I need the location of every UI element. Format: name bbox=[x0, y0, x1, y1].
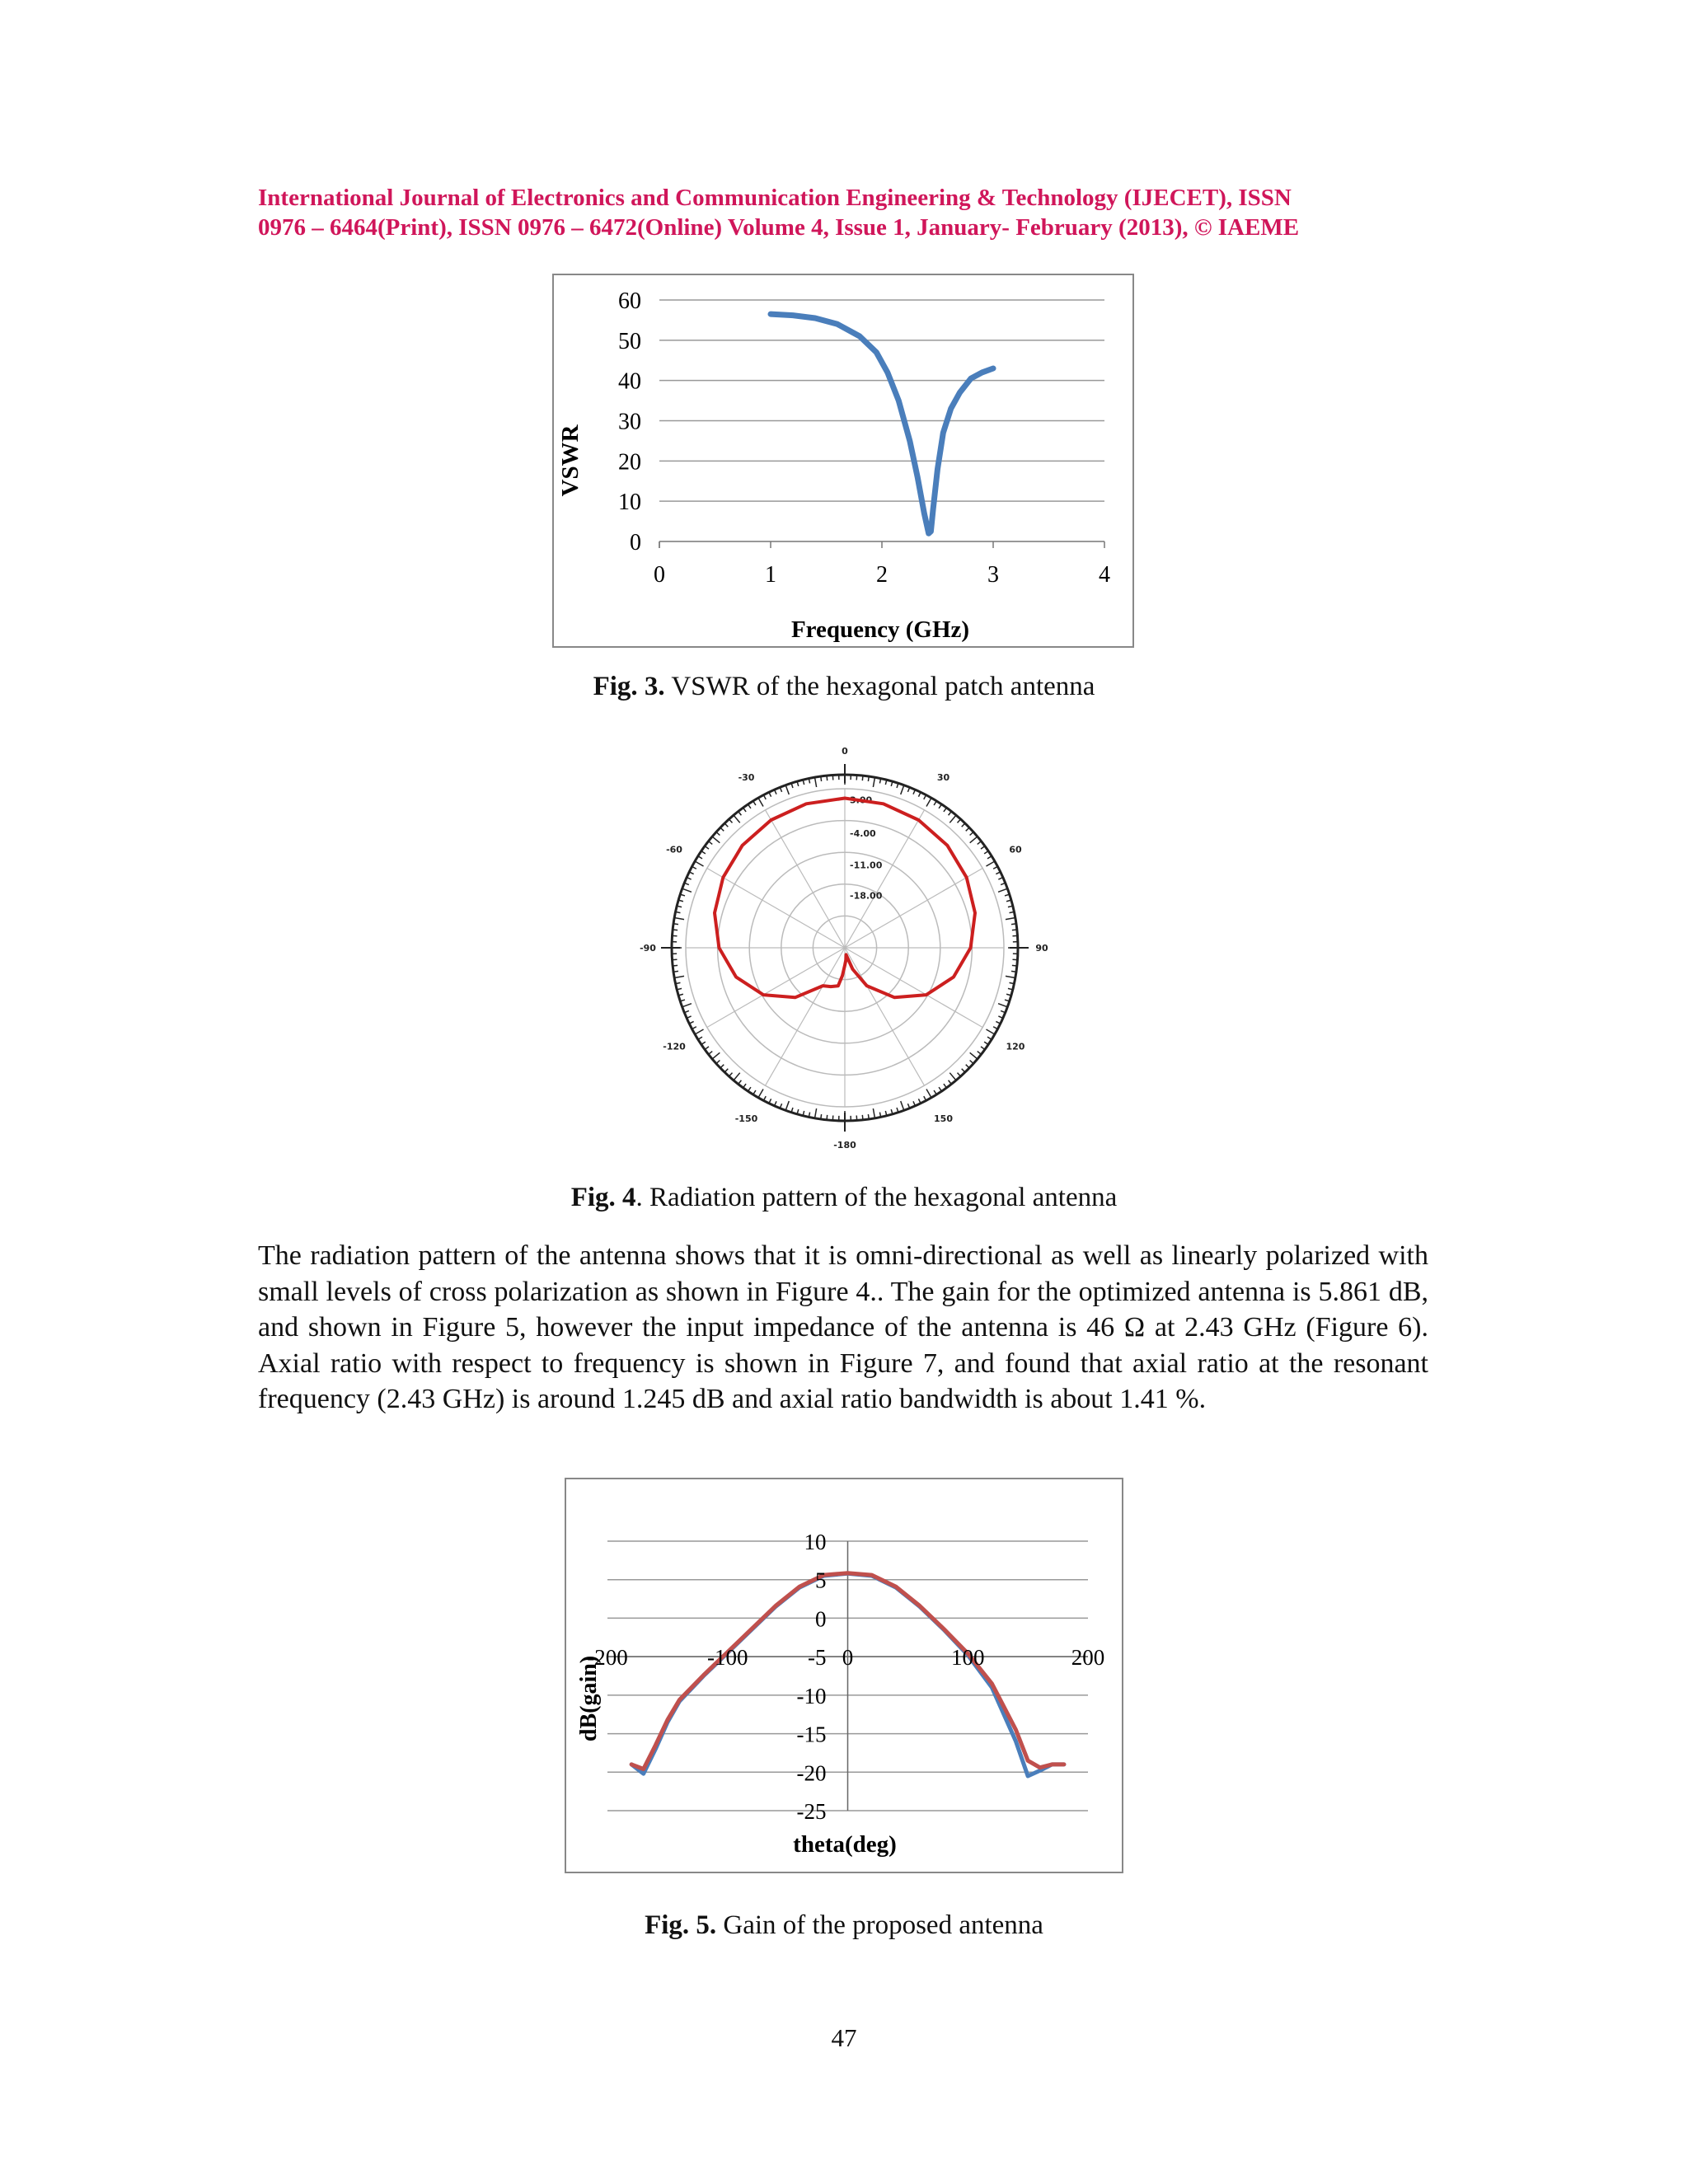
gain-x-tick-label: -200 bbox=[587, 1645, 628, 1671]
polar-tick bbox=[720, 827, 724, 831]
polar-tick bbox=[827, 1115, 828, 1120]
polar-tick bbox=[939, 1087, 941, 1091]
polar-tick bbox=[984, 851, 988, 854]
polar-angle-label: -120 bbox=[663, 1041, 686, 1052]
polar-tick bbox=[949, 812, 952, 816]
polar-tick bbox=[729, 819, 732, 823]
polar-tick bbox=[958, 1073, 961, 1076]
vswr-y-tick-label: 60 bbox=[618, 288, 641, 314]
vswr-x-tick-label: 0 bbox=[654, 562, 665, 588]
polar-tick bbox=[1012, 965, 1017, 966]
polar-tick bbox=[998, 1004, 1007, 1007]
gain-chart bbox=[565, 1478, 1123, 1873]
polar-tick bbox=[926, 798, 931, 806]
fig3-caption-label: Fig. 3. bbox=[593, 672, 665, 701]
polar-tick bbox=[716, 1061, 720, 1064]
polar-tick bbox=[978, 841, 982, 845]
vswr-y-tick-label: 0 bbox=[630, 530, 641, 555]
gain-x-tick-label: 200 bbox=[1071, 1645, 1105, 1671]
fig4-caption-label: Fig. 4 bbox=[570, 1183, 636, 1212]
fig4-caption bbox=[0, 1183, 1688, 1213]
polar-tick bbox=[1006, 918, 1015, 920]
polar-tick bbox=[1006, 976, 1015, 977]
polar-tick bbox=[724, 1069, 728, 1072]
fig3-caption-text: VSWR of the hexagonal patch antenna bbox=[664, 672, 1095, 701]
polar-tick bbox=[729, 1073, 732, 1076]
polar-tick bbox=[712, 1052, 720, 1059]
polar-tick bbox=[758, 1089, 763, 1097]
polar-tick bbox=[949, 1080, 952, 1085]
polar-tick bbox=[716, 832, 720, 835]
vswr-x-tick-label: 3 bbox=[987, 562, 999, 588]
polar-tick bbox=[815, 777, 817, 787]
polar-tick bbox=[709, 1052, 713, 1055]
vswr-x-tick-label: 2 bbox=[876, 562, 888, 588]
fig5-caption-label: Fig. 5. bbox=[645, 1910, 717, 1940]
polar-angle-label: 30 bbox=[936, 772, 950, 784]
gain-x-tick-label: 100 bbox=[951, 1645, 985, 1671]
polar-tick bbox=[705, 1047, 709, 1050]
polar-tick bbox=[701, 1042, 706, 1044]
polar-tick bbox=[1011, 924, 1016, 925]
polar-angle-label: 0 bbox=[842, 746, 848, 757]
polar-tick bbox=[748, 804, 751, 808]
polar-tick bbox=[724, 823, 728, 827]
gain-x-tick-label: -100 bbox=[707, 1645, 748, 1671]
polar-tick bbox=[986, 861, 994, 866]
polar-tick bbox=[712, 837, 720, 843]
polar-tick bbox=[720, 1065, 724, 1068]
fig3-caption bbox=[0, 672, 1688, 702]
polar-angle-label: -60 bbox=[666, 844, 682, 855]
vswr-y-tick-label: 40 bbox=[618, 368, 641, 395]
polar-tick bbox=[966, 1065, 969, 1068]
polar-grid-spoke bbox=[766, 948, 846, 1085]
vswr-x-tick-label: 1 bbox=[765, 562, 776, 588]
polar-tick bbox=[944, 808, 947, 812]
polar-tick bbox=[758, 798, 763, 806]
polar-tick bbox=[868, 1114, 869, 1119]
polar-tick bbox=[743, 808, 747, 812]
polar-tick bbox=[674, 918, 684, 920]
polar-tick bbox=[709, 841, 713, 845]
polar-radial-label: -4.00 bbox=[850, 828, 876, 840]
polar-tick bbox=[901, 785, 904, 794]
vswr-y-tick-label: 10 bbox=[618, 490, 641, 516]
header-line-1: International Journal of Electronics and Communication Engineering & Technology (IJECET), ISSN bbox=[258, 185, 1292, 211]
fig5-caption-text: Gain of the proposed antenna bbox=[716, 1910, 1043, 1940]
polar-tick bbox=[705, 846, 709, 850]
polar-angle-label: 120 bbox=[1006, 1041, 1025, 1052]
gain-y-tick-label: -15 bbox=[796, 1722, 827, 1747]
polar-radial-label: 3.00 bbox=[850, 794, 873, 806]
polar-tick bbox=[981, 846, 985, 850]
gain-y-tick-label: -25 bbox=[796, 1799, 827, 1824]
polar-tick bbox=[674, 976, 684, 977]
vswr-chart bbox=[552, 274, 1134, 648]
polar-tick bbox=[970, 1052, 978, 1059]
polar-tick bbox=[986, 1029, 994, 1034]
vswr-x-tick-label: 4 bbox=[1099, 562, 1110, 588]
header-line-2: 0976 – 6464(Print), ISSN 0976 – 6472(Online) Volume 4, Issue 1, January- February (2013), © IAEME bbox=[258, 214, 1300, 241]
polar-angle-label: 90 bbox=[1035, 943, 1048, 954]
polar-tick bbox=[701, 851, 706, 854]
polar-tick bbox=[962, 823, 965, 827]
polar-tick bbox=[815, 1108, 817, 1118]
polar-tick bbox=[944, 1084, 947, 1088]
polar-tick bbox=[821, 1114, 822, 1119]
journal-header bbox=[258, 183, 1428, 242]
polar-tick bbox=[673, 965, 678, 966]
polar-tick bbox=[738, 1080, 742, 1085]
polar-grid-spoke bbox=[845, 948, 925, 1085]
fig4-caption-text: . Radiation pattern of the hexagonal antenna bbox=[635, 1183, 1118, 1212]
polar-tick bbox=[873, 1108, 874, 1118]
polar-tick bbox=[827, 776, 828, 780]
polar-tick bbox=[682, 888, 692, 892]
polar-grid-spoke bbox=[766, 810, 846, 948]
polar-grid-spoke bbox=[845, 869, 982, 949]
polar-tick bbox=[970, 1061, 973, 1064]
gain-x-axis-label: theta(deg) bbox=[793, 1831, 897, 1858]
vswr-x-axis-label: Frequency (GHz) bbox=[790, 616, 970, 643]
polar-tick bbox=[743, 1084, 747, 1088]
polar-angle-label: -90 bbox=[640, 943, 656, 954]
vswr-y-tick-label: 30 bbox=[618, 409, 641, 435]
gain-y-tick-label: -10 bbox=[796, 1683, 827, 1708]
polar-tick bbox=[966, 827, 969, 831]
gain-y-axis-label: dB(gain) bbox=[576, 1655, 602, 1742]
polar-tick bbox=[984, 1042, 988, 1044]
polar-tick bbox=[970, 837, 978, 843]
polar-tick bbox=[978, 1052, 982, 1055]
gain-y-tick-label: -20 bbox=[796, 1760, 827, 1786]
page-number: 47 bbox=[831, 2023, 857, 2052]
vswr-y-axis-label: VSWR bbox=[557, 424, 584, 497]
vswr-y-tick-label: 20 bbox=[618, 449, 641, 476]
polar-tick bbox=[998, 888, 1007, 892]
gain-y-tick-label: -5 bbox=[808, 1645, 827, 1671]
gain-x-tick-label: 0 bbox=[842, 1645, 854, 1671]
polar-angle-label: -150 bbox=[734, 1113, 758, 1124]
polar-tick bbox=[821, 776, 822, 781]
polar-tick bbox=[748, 1087, 751, 1091]
gain-y-tick-label: 10 bbox=[804, 1530, 827, 1554]
gain-chart-frame bbox=[565, 1479, 1123, 1872]
polar-tick bbox=[785, 785, 789, 794]
polar-radial-label: -18.00 bbox=[850, 890, 883, 902]
polar-tick bbox=[1011, 971, 1016, 972]
polar-grid-spoke bbox=[707, 869, 845, 949]
polar-angle-label: -30 bbox=[738, 772, 755, 784]
polar-tick bbox=[873, 777, 874, 787]
polar-tick bbox=[958, 819, 961, 823]
vswr-y-tick-label: 50 bbox=[618, 328, 641, 354]
polar-tick bbox=[695, 1029, 703, 1034]
gain-y-tick-label: 5 bbox=[815, 1568, 827, 1593]
polar-tick bbox=[862, 776, 863, 780]
polar-tick bbox=[673, 924, 678, 925]
polar-angle-label: 60 bbox=[1009, 844, 1022, 855]
polar-tick bbox=[950, 1073, 956, 1080]
polar-tick bbox=[970, 832, 973, 835]
polar-tick bbox=[939, 804, 941, 808]
fig5-caption bbox=[0, 1910, 1688, 1941]
polar-tick bbox=[785, 1101, 789, 1110]
polar-tick bbox=[981, 1047, 985, 1050]
polar-angle-label: -180 bbox=[833, 1140, 856, 1151]
polar-tick bbox=[695, 861, 703, 866]
polar-tick bbox=[738, 812, 742, 816]
polar-tick bbox=[734, 1073, 740, 1080]
polar-tick bbox=[950, 815, 956, 823]
polar-tick bbox=[673, 971, 678, 972]
polar-tick bbox=[868, 776, 869, 781]
polar-tick bbox=[926, 1089, 931, 1097]
body-paragraph: The radiation pattern of the antenna shows that it is omni-directional as well as linearly polarized with small levels of cross polarization as shown in Figure 4.. The gain for the optimized antenna is 5.861 dB, and shown in Figure 5, however the input impedance of the antenna is 46 Ω at 2.43 GHz (Figure 6). Axial ratio with respect to frequency is shown in Figure 7, and found that axial ratio at the resonant frequency (2.43 GHz) is around 1.245 dB and axial ratio bandwidth is about 1.41 %. bbox=[258, 1240, 1428, 1414]
polar-radial-label: -11.00 bbox=[850, 860, 883, 871]
polar-angle-label: 150 bbox=[934, 1113, 953, 1124]
polar-tick bbox=[682, 1004, 692, 1007]
polar-tick bbox=[862, 1115, 863, 1120]
radiation-pattern-chart bbox=[577, 733, 1113, 1162]
gain-y-tick-label: 0 bbox=[815, 1606, 827, 1632]
polar-tick bbox=[901, 1101, 904, 1110]
polar-tick bbox=[734, 815, 740, 823]
polar-tick bbox=[962, 1069, 965, 1072]
